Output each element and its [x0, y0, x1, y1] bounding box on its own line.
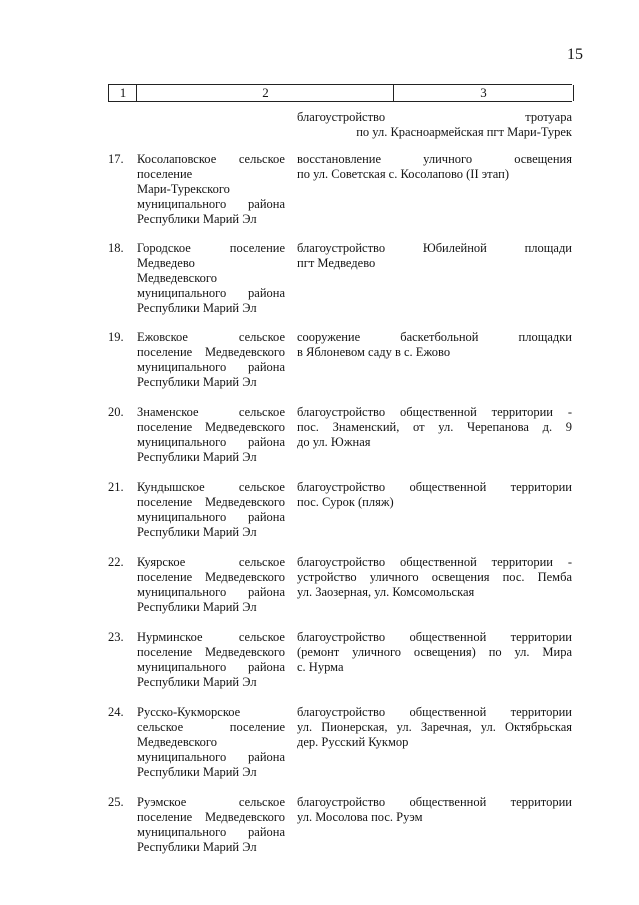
name-line: поселение Медведевского [137, 345, 285, 359]
desc-line: ул. Заозерная, ул. Комсомольская [297, 585, 475, 599]
desc-line: благоустройство тротуара [297, 110, 572, 124]
desc-line: дер. Русский Кукмор [297, 735, 409, 749]
name-line: Республики Марий Эл [137, 675, 257, 689]
row-number: 17. [108, 152, 124, 166]
name-line: поселение Медведевского [137, 495, 285, 509]
row-number: 25. [108, 795, 124, 809]
name-line: муниципального района [137, 435, 285, 449]
municipality-name [137, 555, 285, 615]
municipality-name [137, 405, 285, 465]
name-line: Мари-Турекского [137, 182, 230, 196]
row-number: 18. [108, 241, 124, 255]
project-description [297, 705, 572, 750]
municipality-name [137, 152, 285, 227]
row-number: 20. [108, 405, 124, 419]
desc-line: благоустройство общественной территории [297, 795, 572, 809]
name-line: сельское поселение [137, 720, 285, 734]
desc-line: ул. Мосолова пос. Руэм [297, 810, 423, 824]
name-line: поселение Медведевского [137, 645, 285, 659]
row-number: 24. [108, 705, 124, 719]
name-line: Медведевского [137, 271, 217, 285]
name-line: муниципального района [137, 197, 285, 211]
name-line: муниципального района [137, 286, 285, 300]
municipality-name [137, 795, 285, 855]
desc-line: по ул. Советская с. Косолапово (II этап) [297, 167, 509, 181]
name-line: Косолаповское сельское [137, 152, 285, 166]
desc-line: пос. Знаменский, от ул. Черепанова д. 9 [297, 420, 572, 434]
name-line: поселение [137, 167, 193, 181]
continuation-desc [297, 110, 572, 140]
name-line: муниципального района [137, 360, 285, 374]
name-line: Куярское сельское [137, 555, 285, 569]
row-number: 21. [108, 480, 124, 494]
name-line: муниципального района [137, 585, 285, 599]
name-line: Республики Марий Эл [137, 840, 257, 854]
name-line: Нурминское сельское [137, 630, 285, 644]
name-line: поселение Медведевского [137, 420, 285, 434]
name-line: Республики Марий Эл [137, 301, 257, 315]
municipality-name [137, 480, 285, 540]
row-number: 19. [108, 330, 124, 344]
desc-line: (ремонт уличного освещения) по ул. Мира [297, 645, 572, 659]
name-line: поселение Медведевского [137, 810, 285, 824]
name-line: Республики Марий Эл [137, 525, 257, 539]
header-col-2: 2 [136, 85, 394, 101]
desc-line: сооружение баскетбольной площадки [297, 330, 572, 344]
desc-line: по ул. Красноармейская пгт Мари-Турек [356, 125, 572, 139]
desc-line: благоустройство Юбилейной площади [297, 241, 572, 255]
project-description [297, 405, 572, 450]
desc-line: благоустройство общественной территории [297, 630, 572, 644]
name-line: Знаменское сельское [137, 405, 285, 419]
row-number: 23. [108, 630, 124, 644]
desc-line: благоустройство общественной территории [297, 480, 572, 494]
desc-line: до ул. Южная [297, 435, 371, 449]
table-header [108, 84, 572, 102]
name-line: Ежовское сельское [137, 330, 285, 344]
desc-line: благоустройство общественной территории - [297, 405, 572, 419]
desc-line: пгт Медведево [297, 256, 376, 270]
project-description [297, 480, 572, 510]
project-description [297, 630, 572, 675]
municipality-name [137, 330, 285, 390]
name-line: муниципального района [137, 825, 285, 839]
name-line: Медведево [137, 256, 195, 270]
name-line: Республики Марий Эл [137, 212, 257, 226]
desc-line: ул. Пионерская, ул. Заречная, ул. Октябрьская [297, 720, 572, 734]
name-line: муниципального района [137, 510, 285, 524]
desc-line: благоустройство общественной территории - [297, 555, 572, 569]
municipality-name [137, 630, 285, 690]
name-line: поселение Медведевского [137, 570, 285, 584]
name-line: Русско-Кукморское [137, 705, 241, 719]
name-line: муниципального района [137, 660, 285, 674]
desc-line: устройство уличного освещения пос. Пемба [297, 570, 572, 584]
name-line: Руэмское сельское [137, 795, 285, 809]
name-line: Медведевского [137, 735, 217, 749]
project-description [297, 555, 572, 600]
header-col-1: 1 [108, 85, 137, 101]
row-number: 22. [108, 555, 124, 569]
desc-line: в Яблоневом саду в с. Ежово [297, 345, 451, 359]
name-line: Республики Марий Эл [137, 765, 257, 779]
desc-line: с. Нурма [297, 660, 344, 674]
desc-line: благоустройство общественной территории [297, 705, 572, 719]
name-line: муниципального района [137, 750, 285, 764]
municipality-name [137, 705, 285, 780]
project-description [297, 330, 572, 360]
desc-line: пос. Сурок (пляж) [297, 495, 394, 509]
name-line: Республики Марий Эл [137, 450, 257, 464]
desc-line: восстановление уличного освещения [297, 152, 572, 166]
project-description [297, 152, 572, 182]
name-line: Республики Марий Эл [137, 375, 257, 389]
header-col-3: 3 [393, 85, 574, 101]
project-description [297, 241, 572, 271]
project-description [297, 795, 572, 825]
page-number: 15 [567, 46, 583, 63]
name-line: Городское поселение [137, 241, 285, 255]
name-line: Республики Марий Эл [137, 600, 257, 614]
name-line: Кундышское сельское [137, 480, 285, 494]
municipality-name [137, 241, 285, 316]
